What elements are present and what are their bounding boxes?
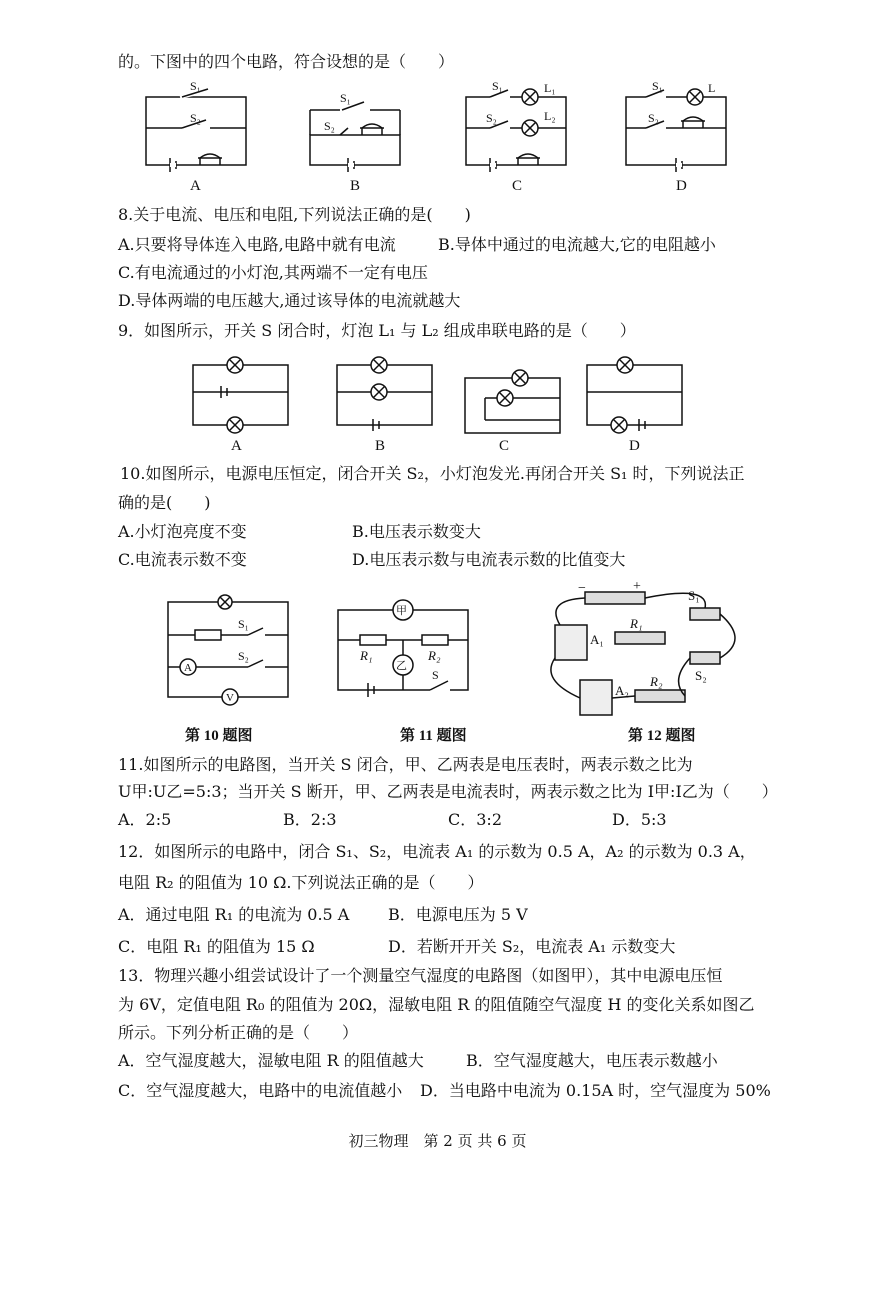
q7-label-b: B bbox=[350, 178, 361, 194]
q13-stem-3: 所示。下列分析正确的是（ ） bbox=[118, 1023, 359, 1042]
svg-text:L: L bbox=[708, 81, 716, 95]
page-footer: 初三物理 第 2 页 共 6 页 bbox=[348, 1132, 527, 1150]
q12-stem-1: 12．如图所示的电路中，闭合 S₁、S₂，电流表 A₁ 的示数为 0.5 A，A₂ 的示数为 0.3 A， bbox=[118, 842, 756, 861]
svg-text:S₂: S₂ bbox=[190, 111, 201, 125]
svg-text:S₂: S₂ bbox=[324, 119, 335, 133]
q9-label-b: B bbox=[375, 438, 386, 454]
svg-text:S₁: S₁ bbox=[688, 588, 700, 603]
q7-stem-tail: 的。下图中的四个电路，符合设想的是（ ） bbox=[118, 52, 455, 71]
q11-option-d: D．5:3 bbox=[612, 810, 667, 829]
svg-text:S₂: S₂ bbox=[695, 668, 707, 683]
meter-jia-label: 甲 bbox=[396, 605, 407, 617]
figure-10 bbox=[168, 595, 288, 705]
q10-stem-1: 10.如图所示，电源电压恒定，闭合开关 S₂，小灯泡发光.再闭合开关 S₁ 时，下列说法正 bbox=[120, 464, 745, 483]
q13-option-a: A．空气湿度越大，湿敏电阻 R 的阻值越大 bbox=[118, 1051, 424, 1070]
q8-option-c: C.有电流通过的小灯泡,其两端不一定有电压 bbox=[118, 263, 428, 282]
svg-text:S₂: S₂ bbox=[238, 649, 249, 663]
q7-circuits bbox=[130, 80, 750, 195]
caption-10: 第 10 题图 bbox=[185, 728, 253, 744]
q7-circuit-d bbox=[626, 89, 726, 172]
q9-circuits bbox=[185, 350, 705, 460]
svg-text:S₁: S₁ bbox=[652, 80, 663, 93]
caption-11: 第 11 题图 bbox=[400, 728, 467, 744]
figure-12 bbox=[551, 580, 735, 715]
svg-text:−: − bbox=[578, 581, 586, 596]
q7-label-a: A bbox=[190, 178, 201, 194]
q9-label-a: A bbox=[231, 438, 242, 454]
q12-option-d: D．若断开开关 S₂，电流表 A₁ 示数变大 bbox=[388, 937, 676, 956]
q10-option-a: A.小灯泡亮度不变 bbox=[118, 522, 247, 541]
q8-option-a: A.只要将导体连入电路,电路中就有电流 bbox=[118, 235, 396, 254]
q10-stem-2: 确的是( ) bbox=[118, 493, 211, 512]
q9-stem: 9．如图所示，开关 S 闭合时，灯泡 L₁ 与 L₂ 组成串联电路的是（ ） bbox=[118, 321, 636, 340]
caption-12: 第 12 题图 bbox=[628, 728, 696, 744]
q11-stem-2: U甲:U乙=5:3；当开关 S 断开，甲、乙两表是电流表时，两表示数之比为 I甲:I乙为（ ） bbox=[118, 782, 778, 801]
svg-text:S: S bbox=[432, 668, 439, 682]
q13-option-c: C．空气湿度越大，电路中的电流值越小 bbox=[118, 1081, 403, 1100]
svg-text:R₁: R₁ bbox=[630, 616, 643, 631]
meter-yi-label: 乙 bbox=[396, 660, 407, 672]
svg-text:L₁: L₁ bbox=[544, 81, 556, 95]
q7-circuit-c bbox=[466, 89, 566, 172]
q11-option-c: C．3:2 bbox=[448, 810, 502, 829]
q12-option-c: C．电阻 R₁ 的阻值为 15 Ω bbox=[118, 937, 315, 956]
q7-circuit-b bbox=[310, 102, 400, 172]
q13-stem-1: 13．物理兴趣小组尝试设计了一个测量空气湿度的电路图（如图甲），其中电源电压恒 bbox=[118, 966, 723, 985]
svg-text:A: A bbox=[184, 662, 192, 674]
svg-text:V: V bbox=[226, 692, 234, 704]
q8-option-d: D.导体两端的电压越大,通过该导体的电流就越大 bbox=[118, 291, 461, 310]
svg-text:+: + bbox=[633, 580, 641, 594]
q13-stem-2: 为 6V，定值电阻 R₀ 的阻值为 20Ω，湿敏电阻 R 的阻值随空气湿度 H 的变化关系如图乙 bbox=[118, 995, 755, 1014]
q12-option-a: A．通过电阻 R₁ 的电流为 0.5 A bbox=[118, 905, 350, 924]
q7-label-c: C bbox=[512, 178, 523, 194]
svg-text:S₁: S₁ bbox=[238, 617, 249, 631]
svg-text:S₂: S₂ bbox=[486, 111, 497, 125]
svg-text:L₂: L₂ bbox=[544, 109, 556, 123]
svg-text:S₁: S₁ bbox=[340, 91, 351, 105]
svg-text:S₁: S₁ bbox=[190, 80, 201, 93]
svg-text:R₂: R₂ bbox=[428, 648, 441, 663]
q7-label-d: D bbox=[676, 178, 687, 194]
q9-label-c: C bbox=[499, 438, 510, 454]
q10-option-b: B.电压表示数变大 bbox=[352, 522, 481, 541]
q11-stem-1: 11.如图所示的电路图，当开关 S 闭合，甲、乙两表是电压表时，两表示数之比为 bbox=[118, 755, 693, 774]
q13-option-b: B．空气湿度越大，电压表示数越小 bbox=[466, 1051, 718, 1070]
svg-text:R₁: R₁ bbox=[360, 648, 373, 663]
q11-option-b: B．2:3 bbox=[283, 810, 337, 829]
q10-option-c: C.电流表示数不变 bbox=[118, 550, 247, 569]
svg-text:A₁: A₁ bbox=[590, 632, 604, 647]
svg-text:A₂: A₂ bbox=[615, 683, 629, 698]
q12-option-b: B．电源电压为 5 V bbox=[388, 905, 528, 924]
q9-label-d: D bbox=[629, 438, 640, 454]
q11-option-a: A．2:5 bbox=[118, 810, 172, 829]
svg-text:S₂: S₂ bbox=[648, 111, 659, 125]
figure-11 bbox=[338, 600, 468, 697]
q10-option-d: D.电压表示数与电流表示数的比值变大 bbox=[352, 550, 626, 569]
svg-text:R₂: R₂ bbox=[650, 674, 663, 689]
q12-stem-2: 电阻 R₂ 的阻值为 10 Ω.下列说法正确的是（ ） bbox=[118, 873, 484, 892]
q7-circuit-a bbox=[146, 89, 246, 172]
figures-row bbox=[150, 580, 750, 750]
q8-option-b: B.导体中通过的电流越大,它的电阻越小 bbox=[438, 235, 716, 254]
svg-text:S₁: S₁ bbox=[492, 80, 503, 93]
q13-option-d: D．当电路中电流为 0.15A 时，空气湿度为 50% bbox=[420, 1081, 771, 1100]
q8-stem: 8.关于电流、电压和电阻,下列说法正确的是( ) bbox=[118, 205, 471, 224]
